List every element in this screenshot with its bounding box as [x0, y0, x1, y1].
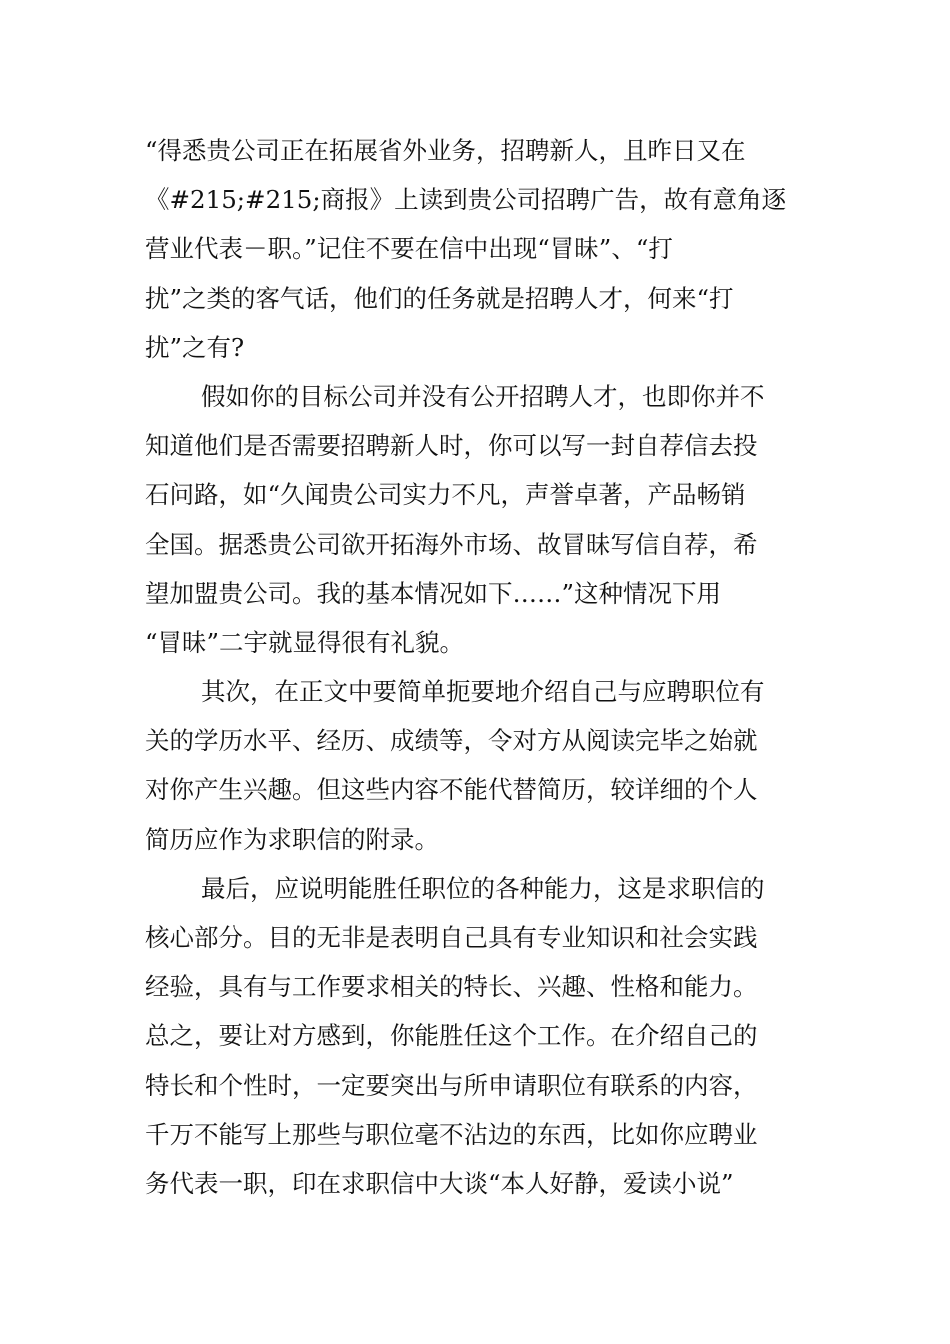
paragraph-3 — [145, 667, 807, 864]
text-line: 《#215;#215;商报》上读到贵公司招聘广告，故有意角逐 — [145, 185, 787, 215]
text-line: 总之，要让对方感到，你能胜任这个工作。在介绍自己的 — [145, 1021, 758, 1051]
text-line: 关的学历水平、经历、成绩等，令对方从阅读完毕之始就 — [145, 726, 758, 756]
text-line: 扰”之类的客气话，他们的任务就是招聘人才，何来“打 — [145, 283, 734, 313]
text-line: 扰”之有? — [145, 332, 245, 362]
paragraph-2 — [145, 372, 807, 667]
text-line: 最后，应说明能胜任职位的各种能力，这是求职信的 — [201, 873, 765, 903]
text-line: “得悉贵公司正在拓展省外业务，招聘新人，且昨日又在 — [145, 136, 746, 165]
text-line: 核心部分。目的无非是表明自己具有专业知识和社会实践 — [145, 923, 758, 952]
text-line: 全国。据悉贵公司欲开拓海外市场、故冒昧写信自荐，希 — [145, 529, 758, 559]
document-page — [145, 126, 807, 1208]
text-line: 望加盟贵公司。我的基本情况如下……”这种情况下用 — [145, 578, 722, 608]
text-line: 简历应作为求职信的附录。 — [145, 824, 439, 854]
text-line: 营业代表－职。”记住不要在信中出现“冒昧”、“打 — [145, 234, 673, 264]
text-line: 对你产生兴趣。但这些内容不能代替简历，较详细的个人 — [145, 775, 758, 805]
text-line: 石问路，如“久闻贵公司实力不凡，声誉卓著，产品畅销 — [145, 480, 746, 510]
text-line: 务代表一职，印在求职信中大谈“本人好静，爱读小说” — [145, 1168, 734, 1198]
paragraph-1 — [145, 126, 807, 372]
text-line: 经验，具有与工作要求相关的特长、兴趣、性格和能力。 — [145, 972, 758, 1002]
paragraph-4 — [145, 864, 807, 1208]
text-line: 假如你的目标公司并没有公开招聘人才，也即你并不 — [201, 381, 765, 411]
text-line: 知道他们是否需要招聘新人时，你可以写一封自荐信去投 — [145, 431, 758, 461]
text-line: 千万不能写上那些与职位毫不沾边的东西，比如你应聘业 — [145, 1119, 758, 1149]
text-line: “冒昧”二宇就显得很有礼貌。 — [145, 627, 465, 657]
text-line: 特长和个性时，一定要突出与所申请职位有联系的内容， — [145, 1070, 758, 1100]
text-line: 其次，在正文中要简单扼要地介绍自己与应聘职位有 — [201, 677, 765, 707]
